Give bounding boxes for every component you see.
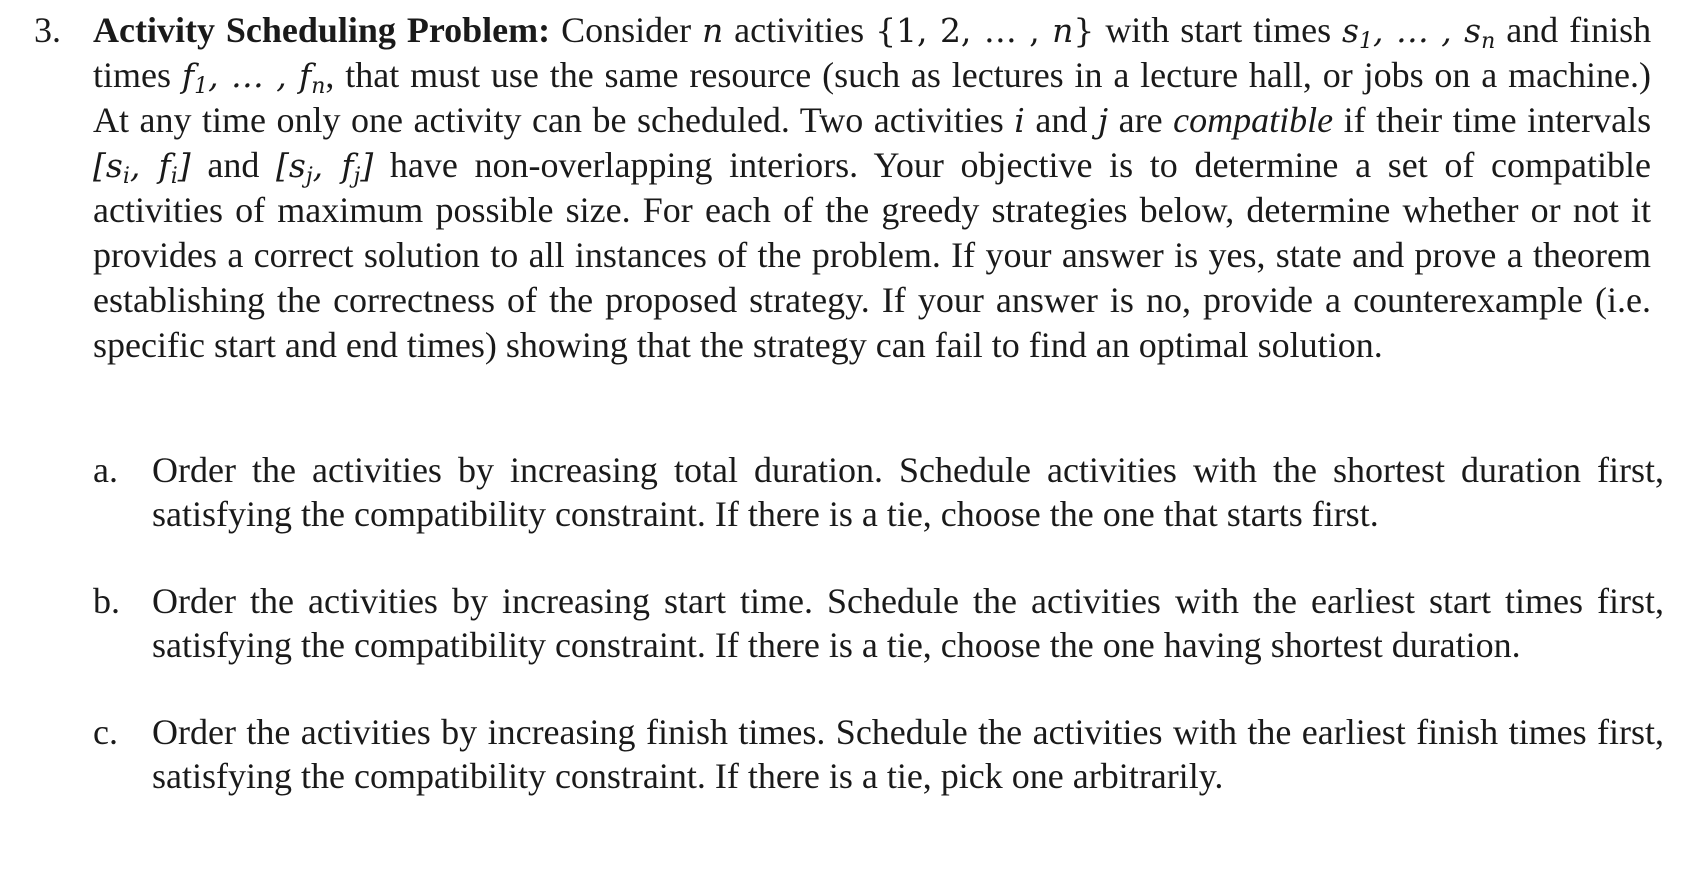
- interval-i-f-sub: i: [170, 164, 178, 189]
- intro-text-6: if their time intervals: [1343, 100, 1652, 140]
- interval-i-open: [: [93, 146, 106, 185]
- math-set-open: {1, 2, … ,: [875, 11, 1040, 50]
- interval-i-close: ]: [177, 146, 191, 185]
- math-f1: f: [181, 56, 195, 95]
- strategy-item-c: [93, 710, 1664, 798]
- intro-text-1: Consider: [561, 10, 692, 50]
- intro-text-4: and finish times: [93, 10, 1652, 95]
- interval-i-s-sub: i: [122, 164, 130, 189]
- math-sn: s: [1464, 11, 1482, 50]
- interval-i-comma: ,: [129, 146, 141, 185]
- math-f1-sub: 1: [194, 74, 209, 99]
- math-set-close: }: [1073, 11, 1095, 50]
- problem-number: 3.: [34, 10, 61, 50]
- strategy-item-b: [93, 579, 1664, 667]
- math-set: [875, 11, 1094, 50]
- math-s1-sub: 1: [1358, 29, 1373, 54]
- interval-j-s-sub: j: [305, 164, 313, 189]
- strategy-text-c: Order the activities by increasing finish times. Schedule the activities with the earliest finish times first, satisfying the compatibility constraint. If there is a tie, pick one arbitrarily.: [152, 712, 1664, 796]
- math-n: n: [701, 11, 724, 50]
- interval-j-comma: ,: [312, 146, 324, 185]
- problem-title: Activity Scheduling Problem:: [93, 10, 551, 50]
- strategy-label-c: c.: [93, 712, 118, 752]
- intro-text-2: activities: [734, 10, 865, 50]
- strategy-label-b: b.: [93, 581, 120, 621]
- intro-text-7: have non-overlapping interiors. Your objective is to determine a set of compatible activities of maximum possible size. For each of the greedy strategies below, determine whether or not it provides a correct solution to all instances of the problem. If your answer is yes, state and prove a theorem establishing the correctness of the proposed strategy. If your answer is no, provide a counterexample (i.e. specific start and end times) showing that the strategy can fail to find an optimal solution.: [93, 145, 1651, 365]
- math-interval-i: [93, 146, 191, 189]
- problem-statement: [93, 8, 1651, 368]
- interval-i-s: s: [105, 146, 123, 185]
- intro-and-2: and: [207, 145, 260, 185]
- interval-j-close: ]: [360, 146, 374, 185]
- interval-j-f: f: [341, 146, 354, 185]
- interval-j-f-sub: j: [353, 164, 361, 189]
- math-s1: s: [1342, 11, 1359, 50]
- math-i: i: [1014, 101, 1025, 140]
- intro-are: are: [1118, 100, 1163, 140]
- strategy-list: [93, 448, 1664, 798]
- math-set-n: n: [1052, 11, 1074, 50]
- math-f-sep: , … ,: [208, 56, 287, 95]
- intro-and: and: [1035, 100, 1088, 140]
- intro-text-5: , that must use the same resource (such as lectures in a lecture hall, or jobs on a machine.) At any time only one activity can be scheduled. Two activities: [93, 55, 1651, 140]
- math-fn: f: [299, 56, 312, 95]
- strategy-text-b: Order the activities by increasing start time. Schedule the activities with the earliest start times first, satisfying the compatibility constraint. If there is a tie, choose the one having shortest duration.: [152, 581, 1664, 665]
- math-j: j: [1097, 101, 1109, 140]
- interval-i-f: f: [158, 146, 171, 185]
- math-fn-sub: n: [311, 74, 326, 99]
- math-finish-times: [181, 56, 326, 99]
- intro-text-3: with start times: [1105, 10, 1332, 50]
- problem-3: [34, 8, 1664, 368]
- interval-j-s: s: [288, 146, 306, 185]
- math-sn-sub: n: [1481, 29, 1496, 54]
- compatible-term: compatible: [1173, 100, 1334, 140]
- strategy-text-a: Order the activities by increasing total duration. Schedule activities with the shortest duration first, satisfying the compatibility constraint. If there is a tie, choose the one that starts first.: [152, 450, 1664, 534]
- strategy-label-a: a.: [93, 450, 118, 490]
- interval-j-open: [: [276, 146, 289, 185]
- math-interval-j: [276, 146, 374, 189]
- strategy-item-a: [93, 448, 1664, 536]
- math-start-times: [1342, 11, 1496, 54]
- math-s-sep: , … ,: [1372, 11, 1452, 50]
